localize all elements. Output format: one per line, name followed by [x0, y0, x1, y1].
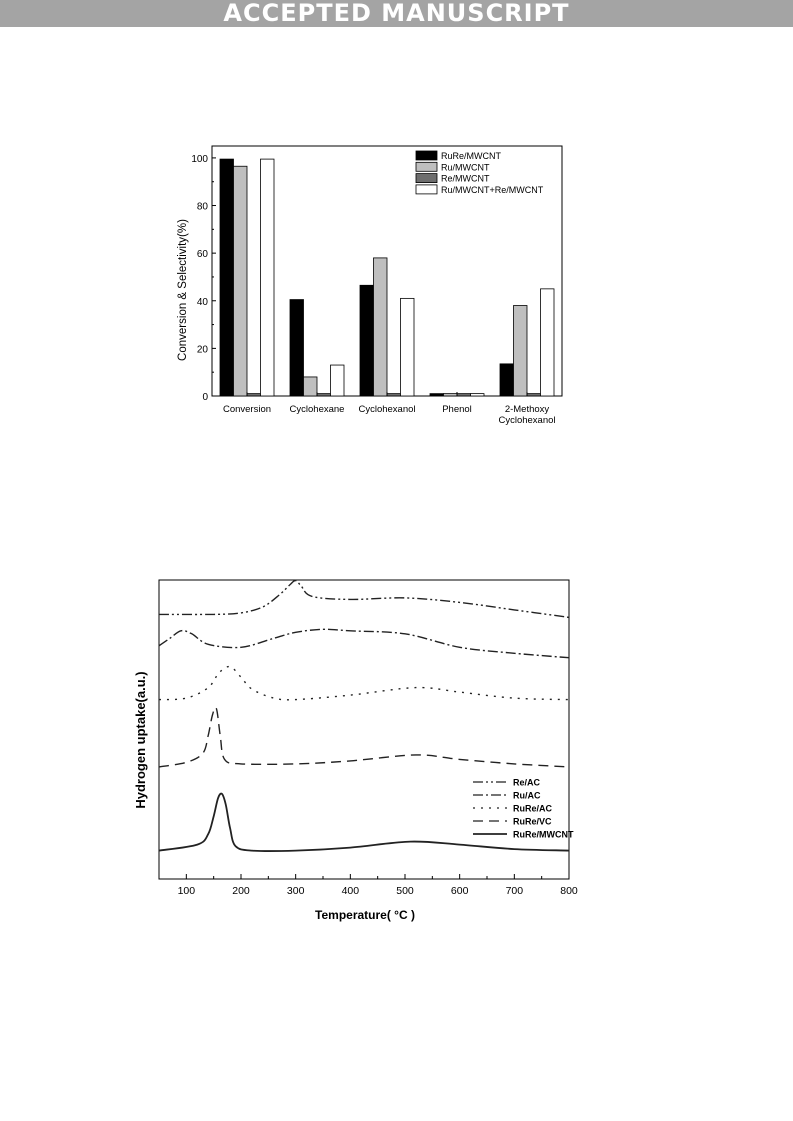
- x-tick-label: Phenol: [442, 404, 472, 415]
- legend-swatch: [416, 185, 437, 194]
- x-tick-label: Cyclohexane: [289, 404, 345, 415]
- legend-label: Ru/AC: [513, 790, 541, 801]
- line-chart-axes: [159, 580, 569, 879]
- y-tick-label: 20: [196, 344, 208, 356]
- legend-label: RuRe/VC: [513, 816, 552, 827]
- x-tick-label: 200: [232, 885, 250, 897]
- bar: [514, 306, 528, 396]
- x-tick-label: 400: [341, 885, 360, 897]
- bar: [220, 159, 234, 396]
- y-tick-label: 0: [202, 392, 208, 403]
- y-axis-label: Conversion & Selectivity(%): [177, 219, 189, 361]
- plot-frame: [159, 580, 569, 879]
- legend-label: Re/MWCNT: [441, 173, 490, 184]
- legend-label: Re/AC: [513, 777, 541, 788]
- bar: [261, 159, 275, 396]
- x-tick-label: Cyclohexanol: [358, 404, 416, 415]
- bar: [234, 166, 248, 396]
- y-tick-label: 60: [196, 249, 208, 261]
- line-chart-series: [159, 581, 569, 851]
- legend-label: Ru/MWCNT+Re/MWCNT: [441, 184, 544, 195]
- bar: [360, 285, 374, 396]
- bar: [401, 298, 415, 396]
- x-tick-label: 2-Methoxy: [504, 404, 550, 415]
- bar: [527, 394, 541, 396]
- line-chart-legend: [473, 778, 574, 840]
- bar: [457, 394, 471, 396]
- bar: [471, 394, 485, 396]
- accepted-manuscript-banner: ACCEPTED MANUSCRIPT: [0, 0, 793, 27]
- bar: [430, 394, 444, 396]
- legend-swatch: [416, 162, 437, 171]
- bar-chart: [0, 0, 793, 460]
- series-line: [159, 629, 569, 657]
- series-line: [159, 581, 569, 618]
- series-line: [159, 794, 569, 852]
- bar: [317, 394, 331, 396]
- y-tick-label: 80: [196, 201, 208, 213]
- x-tick-label: 600: [450, 885, 469, 897]
- y-tick-label: 40: [196, 296, 208, 308]
- x-tick-label: 500: [396, 885, 414, 897]
- series-line: [159, 707, 569, 766]
- line-chart: [0, 460, 793, 1000]
- bar: [387, 394, 401, 396]
- legend-swatch: [416, 151, 437, 160]
- bar: [541, 289, 555, 396]
- bar: [331, 365, 345, 396]
- y-axis-label: Hydrogen uptake(a.u.): [133, 671, 148, 809]
- x-tick-label: 100: [177, 885, 196, 897]
- legend-label: Ru/MWCNT: [441, 162, 490, 173]
- x-tick-label: Cyclohexanol: [498, 415, 556, 426]
- legend-label: RuRe/MWCNT: [513, 829, 574, 840]
- bar: [247, 394, 261, 396]
- series-line: [159, 667, 569, 700]
- bar-chart-legend: [416, 151, 544, 195]
- bar: [290, 300, 304, 396]
- bar: [500, 364, 514, 396]
- bar: [374, 258, 388, 396]
- bar: [444, 394, 458, 396]
- legend-label: RuRe/AC: [513, 803, 553, 814]
- x-axis-label: Temperature( °C ): [315, 908, 415, 922]
- y-tick-label: 100: [191, 153, 208, 165]
- bar: [304, 377, 318, 396]
- line-chart-ticks: [178, 874, 578, 897]
- x-tick-label: 700: [505, 885, 524, 897]
- x-tick-label: Conversion: [222, 404, 272, 415]
- x-tick-label: 800: [560, 885, 578, 897]
- legend-swatch: [416, 174, 437, 183]
- x-tick-label: 300: [286, 885, 305, 897]
- legend-label: RuRe/MWCNT: [441, 151, 501, 161]
